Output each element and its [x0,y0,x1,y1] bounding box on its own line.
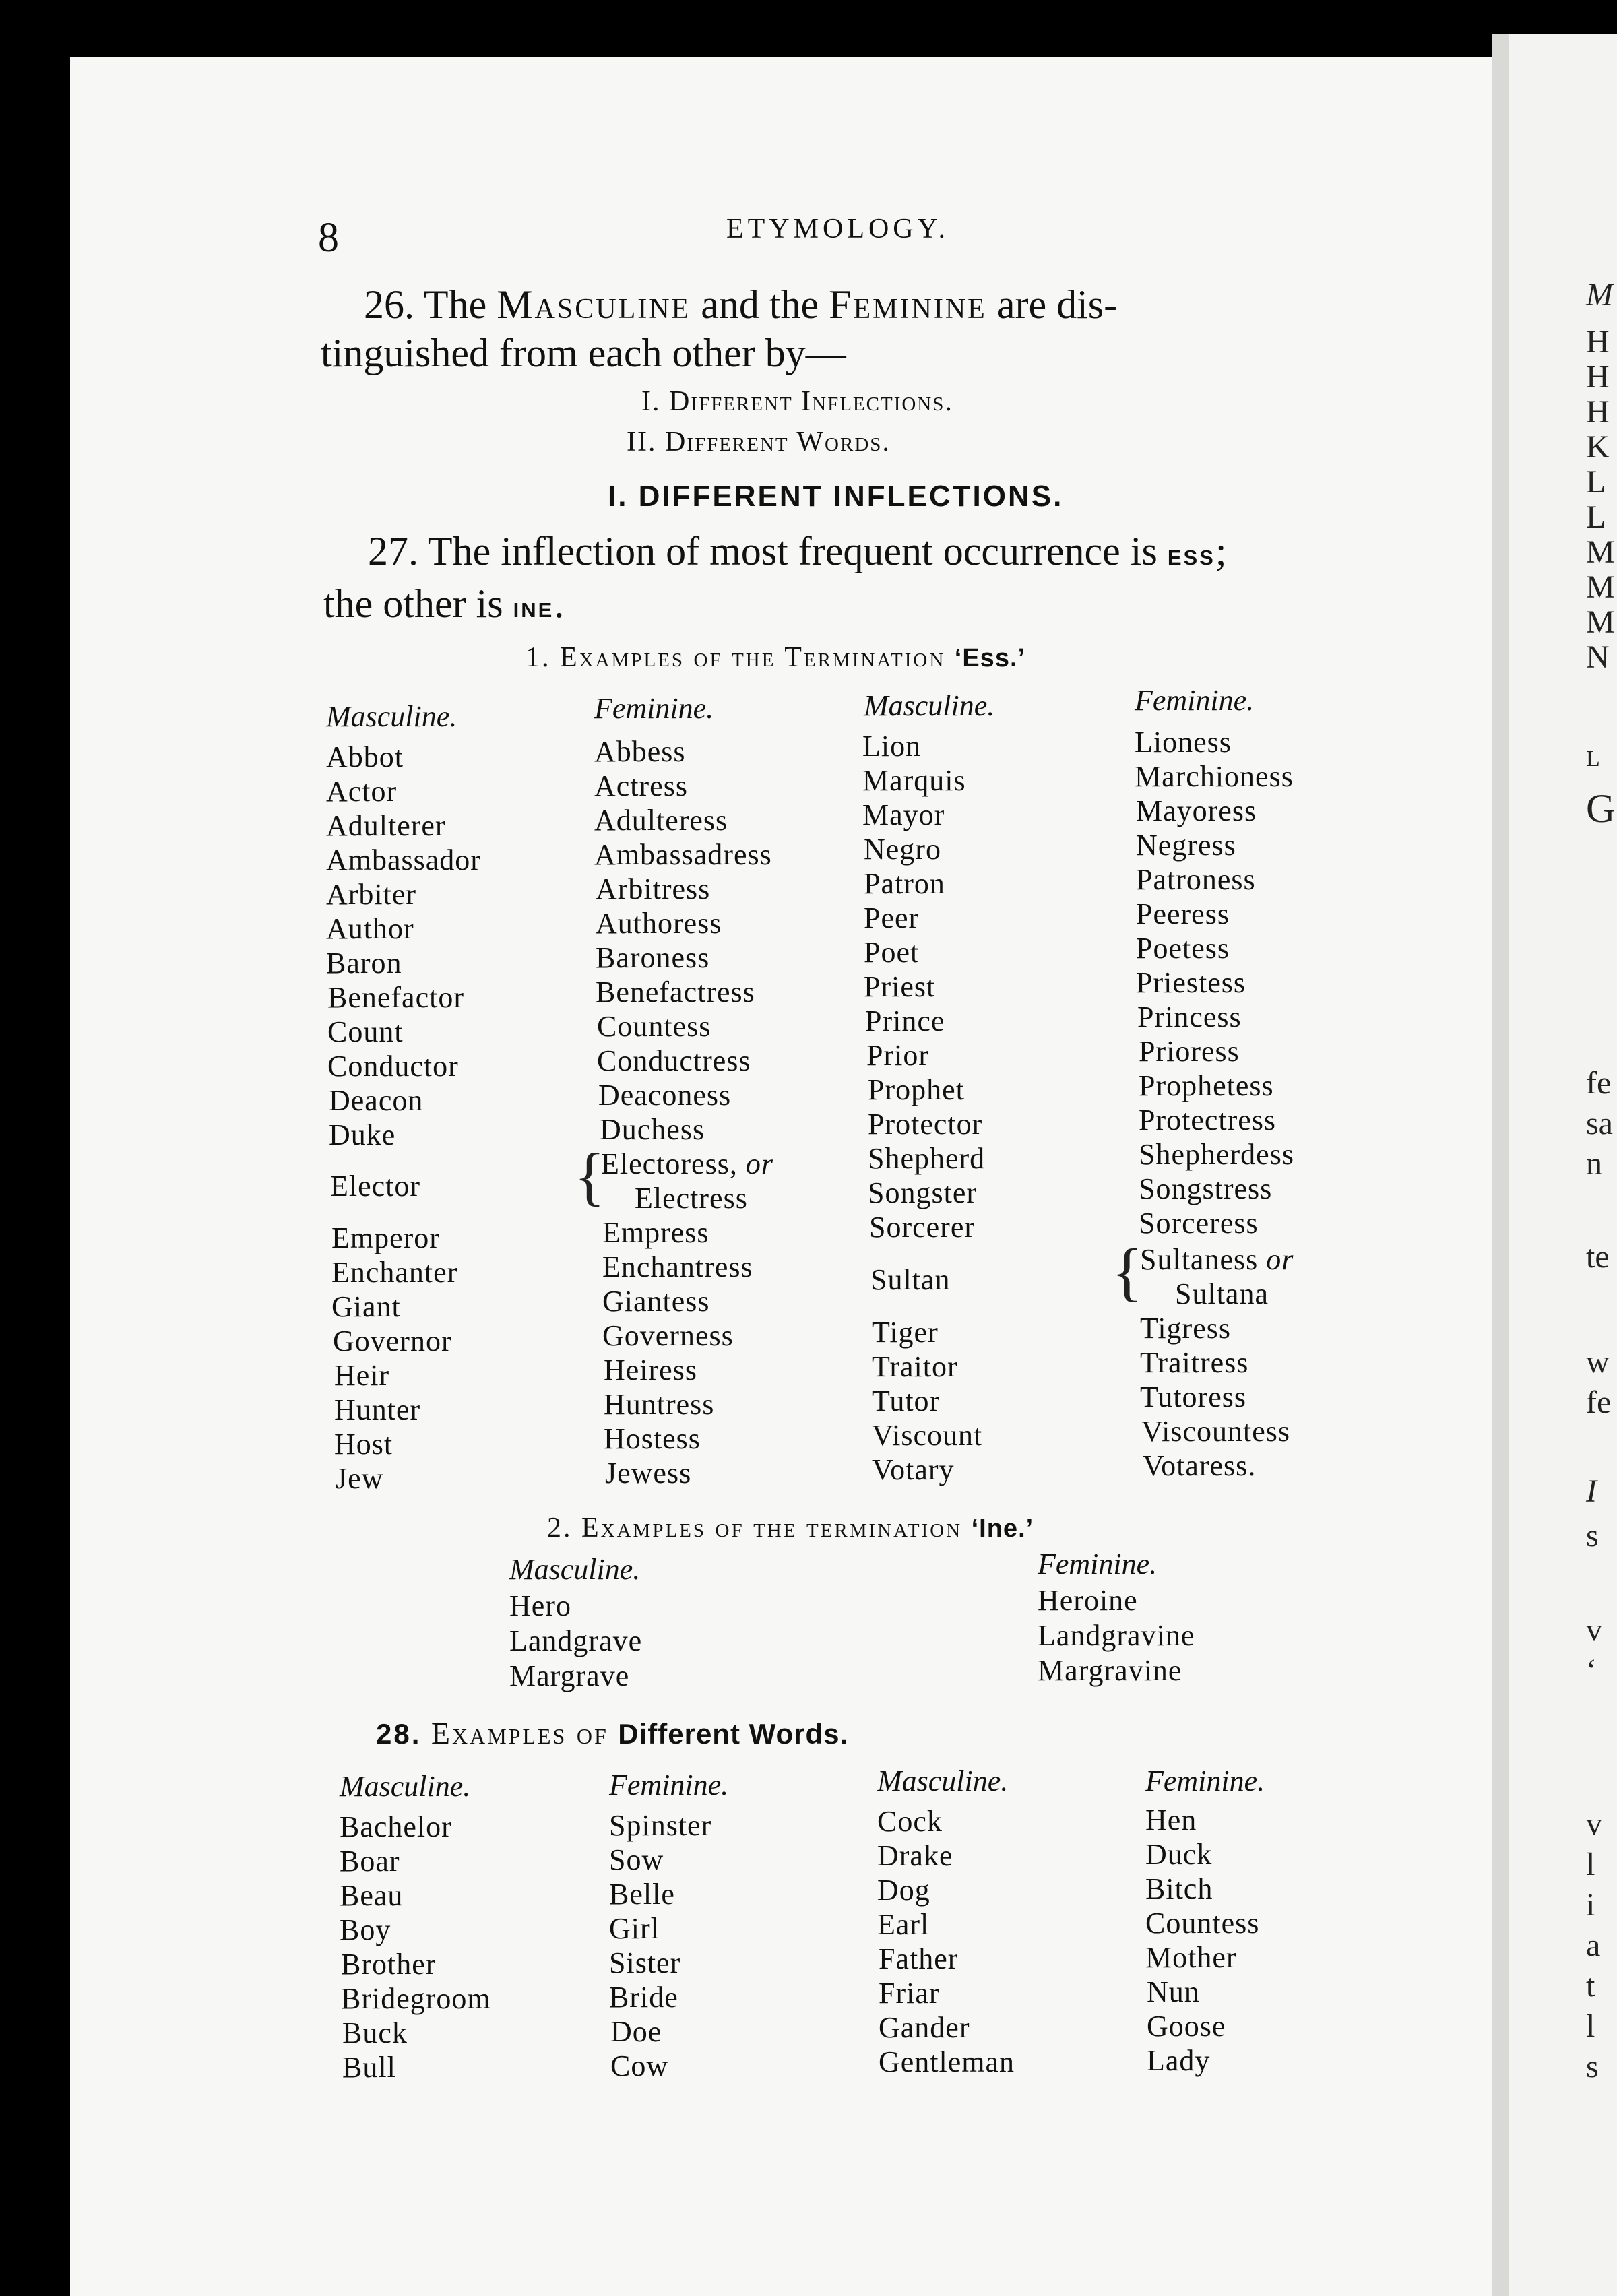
list-item: Author [326,912,414,945]
list-item: Brother [341,1948,437,1981]
list-item-text: Sultaness [1140,1243,1259,1276]
edge-letter: H [1586,394,1610,430]
list-item: Prior [866,1039,929,1072]
list-item: Bridegroom [341,1982,491,2015]
list-item: Bull [342,2051,396,2084]
column-head-feminine: Feminine. [609,1768,729,1801]
list-item: Lady [1147,2044,1211,2077]
list-item: Governor [333,1325,452,1358]
ess-table-heading [526,641,1025,674]
edge-letter: fe [1586,1065,1612,1101]
list-item: Arbitress [596,872,711,905]
list-item: Margrave [509,1659,630,1692]
column-head-masculine: Masculine. [877,1764,1009,1797]
list-item: Heir [334,1359,390,1392]
list-item: Ambassador [326,843,481,876]
list-item: Hero [509,1589,571,1622]
edge-letter: N [1586,639,1610,675]
edge-letter: v [1586,1612,1602,1648]
paragraph-number: 28. [376,1718,422,1750]
list-item: Prophet [868,1073,965,1106]
paragraph-26-line-2: tinguished from each other by— [321,331,846,375]
list-item: Hunter [334,1393,421,1426]
list-item: Mayoress [1136,794,1257,827]
edge-letter: M [1586,534,1615,570]
column-head-masculine: Masculine. [509,1553,641,1586]
list-item: Enchantress [602,1250,753,1283]
list-item: Friar [879,1977,940,2010]
edge-letter: s [1586,2049,1599,2084]
edge-letter: l [1586,1847,1595,1882]
edge-letter: l [1586,2008,1595,2044]
list-item: Lioness [1135,726,1232,759]
list-item: Sultan [870,1263,951,1296]
list-item: Shepherdess [1139,1138,1294,1171]
heading-text: 1. Examples of the Termination [526,642,946,673]
list-item: Tutor [872,1384,941,1417]
list-item: Viscount [872,1419,983,1452]
edge-letter: v [1586,1806,1602,1842]
list-item: Sultana [1175,1277,1269,1310]
running-head: ETYMOLOGY. [726,214,950,245]
list-item: Priest [864,970,936,1003]
list-item: Peeress [1136,897,1230,930]
list-item: Patron [864,867,945,900]
list-item: Princess [1137,1000,1242,1033]
list-item: Bitch [1145,1872,1213,1905]
list-item: Songstress [1139,1172,1273,1205]
list-item: Prophetess [1139,1069,1274,1102]
list-item: Marquis [862,764,966,797]
list-item: Adulterer [326,809,446,842]
list-item: Huntress [604,1388,715,1421]
edge-letter: G [1586,786,1616,831]
brace-icon: { [1112,1236,1143,1308]
edge-letter: M [1586,604,1615,640]
heading-term: ‘Ess.’ [954,644,1026,672]
list-item: Baroness [596,941,710,974]
list-item: Duke [329,1118,396,1151]
list-item: Giantess [602,1285,710,1318]
list-item: Sorcerer [869,1211,976,1244]
list-item: Viscountess [1141,1415,1291,1448]
list-item: Mayor [862,798,945,831]
list-item: Margravine [1038,1654,1182,1687]
list-item: Lion [862,730,922,763]
heading-text: 2. Examples of the termination [547,1512,963,1543]
paragraph-text: The [423,282,487,327]
list-item: Heiress [604,1353,697,1386]
list-item: Drake [877,1839,953,1872]
list-item-conjunction: or [1266,1243,1294,1276]
term-feminine: Feminine [829,282,987,327]
edge-letter: K [1586,429,1610,465]
list-item: Heroine [1038,1584,1138,1617]
column-head-masculine: Masculine. [340,1770,471,1803]
list-item: Marchioness [1135,760,1294,793]
column-head-feminine: Feminine. [1038,1548,1158,1581]
list-item: Jew [336,1462,384,1495]
column-head-masculine: Masculine. [864,689,995,722]
list-item: Prioress [1139,1035,1240,1068]
list-item: Host [334,1428,393,1461]
edge-letter: M [1586,277,1613,313]
list-item: Traitor [872,1350,958,1383]
list-item: Conductress [597,1044,751,1077]
list-item: Emperor [331,1221,440,1254]
term-ess: ess [1167,538,1215,571]
list-item: Elector [330,1170,421,1203]
list-item: Benefactress [596,976,755,1009]
column-head-masculine: Masculine. [326,700,457,733]
paragraph-26-line-1 [364,282,1117,328]
list-item: Boy [340,1913,391,1946]
paragraph-27-line-2 [323,581,564,627]
paragraph-text: are dis- [996,282,1118,327]
list-item: Goose [1147,2010,1226,2043]
list-item: Poet [864,936,920,969]
list-item [601,1147,773,1181]
edge-letter: fe [1586,1384,1612,1420]
list-item: Authoress [596,907,722,940]
list-item: Duchess [600,1113,705,1146]
list-item: Empress [602,1216,709,1249]
list-item: Arbiter [326,878,417,911]
term-ine: ine [513,591,554,624]
paragraph-number: 26. [364,282,414,327]
list-item: Shepherd [868,1142,986,1175]
list-item: Duck [1145,1838,1213,1871]
list-item: Dog [877,1874,930,1907]
list-item: Governess [602,1319,734,1352]
ine-table-heading [547,1512,1034,1544]
page-gutter [1492,34,1509,2296]
section-heading: I. DIFFERENT INFLECTIONS. [608,480,1064,513]
list-item: Hen [1145,1804,1197,1837]
list-item: Boar [340,1845,400,1878]
list-item-text: Electoress, [601,1147,738,1180]
list-item: Nun [1147,1975,1200,2008]
list-item: Negress [1136,829,1236,862]
list-item-conjunction: or [745,1147,773,1180]
column-head-feminine: Feminine. [1145,1764,1265,1797]
list-item: Cow [610,2049,669,2082]
list-item: Abbess [594,735,686,768]
list-item: Actress [594,769,688,802]
column-head-feminine: Feminine. [1135,684,1255,717]
heading-term: Different Words. [618,1718,849,1750]
list-item: Spinster [609,1809,712,1842]
heading-term: ‘Ine.’ [971,1514,1034,1543]
heading-text: Examples of [431,1716,608,1750]
list-item: Priestess [1136,966,1246,999]
list-item: Traitress [1140,1346,1249,1379]
list-item-different-words: II. Different Words. [627,426,891,457]
edge-letter: H [1586,359,1610,395]
list-item: Adulteress [594,804,728,837]
list-item: Baron [326,947,402,980]
words-table-heading [376,1715,848,1751]
list-item: Mother [1145,1941,1237,1974]
list-item: Votaress. [1143,1449,1257,1482]
list-item: Prince [865,1004,945,1038]
edge-letter: L [1586,746,1600,771]
list-item: Sorceress [1139,1207,1259,1240]
list-item: Actor [326,775,398,808]
paragraph-text: The inflection of most frequent occurrence is [427,529,1158,573]
term-masculine: Masculine [497,282,691,327]
list-item: Beau [340,1879,404,1912]
list-item: Landgrave [509,1624,643,1657]
list-item: Poetess [1136,932,1230,965]
list-item: Girl [609,1912,660,1945]
edge-letter: w [1586,1344,1610,1380]
list-item-different-inflections: I. Different Inflections. [641,386,953,417]
edge-letter: sa [1586,1106,1613,1141]
list-item: Tiger [872,1316,939,1349]
edge-letter: te [1586,1239,1610,1275]
paragraph-text: . [554,581,565,626]
list-item: Buck [342,2016,408,2049]
list-item: Father [879,1942,959,1975]
edge-letter: n [1586,1146,1602,1182]
list-item: Jewess [605,1457,692,1490]
list-item: Votary [872,1453,955,1486]
list-item: Deaconess [598,1079,732,1112]
list-item: Doe [610,2015,662,2048]
edge-letter: ‘ [1586,1653,1597,1688]
list-item: Bachelor [340,1810,452,1843]
list-item: Landgravine [1038,1619,1195,1652]
list-item: Tigress [1140,1312,1231,1345]
edge-letter: t [1586,1968,1595,2004]
edge-letter: s [1586,1518,1599,1554]
paragraph-text: ; [1215,529,1227,573]
brace-icon: { [574,1140,606,1212]
list-item [1140,1242,1294,1277]
list-item: Conductor [327,1050,459,1083]
list-item: Deacon [329,1084,424,1117]
list-item: Earl [877,1908,930,1941]
edge-letter: a [1586,1927,1601,1963]
list-item: Belle [609,1878,675,1911]
edge-letter: M [1586,569,1615,605]
list-item: Patroness [1136,863,1256,896]
list-item: Enchanter [331,1256,458,1289]
list-item: Cock [877,1805,943,1838]
edge-letter: I [1586,1473,1597,1509]
column-head-feminine: Feminine. [594,692,714,725]
list-item: Countess [1145,1907,1260,1940]
list-item: Electress [635,1182,748,1215]
paragraph-27-line-1 [368,528,1227,575]
list-item: Songster [868,1176,977,1209]
list-item: Peer [864,901,920,934]
list-item: Count [327,1015,404,1048]
edge-letter: i [1586,1887,1595,1923]
list-item: Sow [609,1843,664,1876]
edge-letter: L [1586,499,1606,535]
list-item: Protectress [1139,1104,1277,1137]
list-item: Hostess [604,1422,701,1455]
list-item: Countess [597,1010,711,1043]
list-item: Negro [864,833,941,866]
list-item: Gentleman [879,2045,1015,2078]
edge-letter: H [1586,324,1610,360]
list-item: Bride [609,1981,678,2014]
list-item: Benefactor [327,981,464,1014]
paragraph-number: 27. [368,529,418,573]
paragraph-text: the other is [323,581,503,626]
page-number: 8 [318,215,339,261]
list-item: Protector [868,1108,983,1141]
list-item: Sister [609,1946,681,1979]
edge-letter: L [1586,464,1606,500]
list-item: Abbot [326,740,404,773]
list-item: Gander [879,2011,970,2044]
list-item: Giant [331,1290,401,1323]
list-item: Ambassadress [594,838,772,871]
paragraph-text: and the [701,282,819,327]
list-item: Tutoress [1140,1380,1246,1413]
